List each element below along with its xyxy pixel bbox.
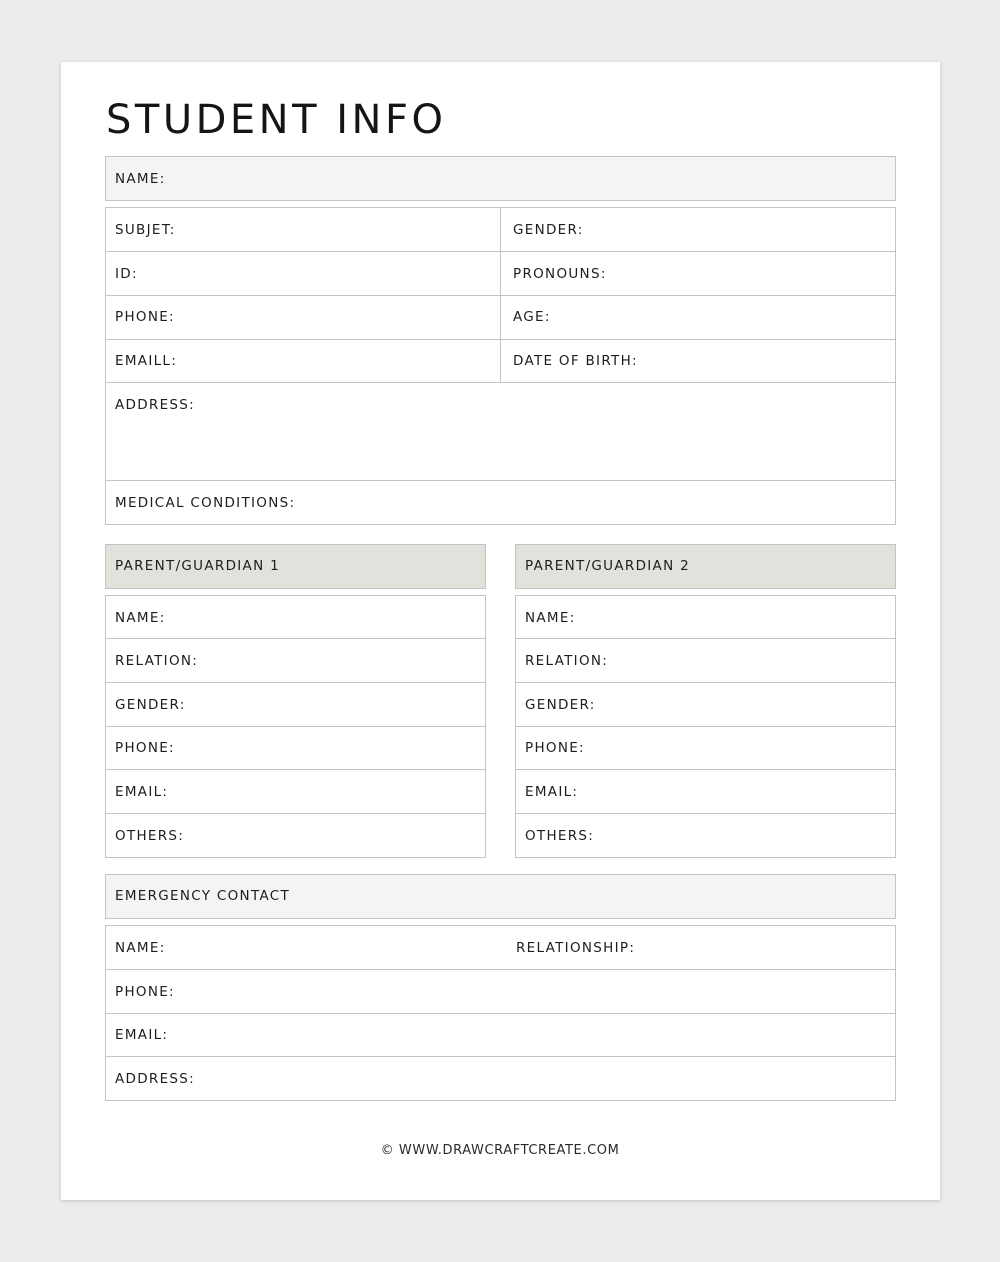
grid-divider bbox=[106, 813, 485, 814]
emergency-contact-title: EMERGENCY CONTACT bbox=[115, 888, 291, 904]
grid-divider bbox=[106, 726, 485, 727]
guardian-2-title: PARENT/GUARDIAN 2 bbox=[525, 558, 690, 574]
guardian-1-gender-label: GENDER: bbox=[115, 697, 186, 713]
guardian-2-gender-label: GENDER: bbox=[525, 697, 596, 713]
grid-divider bbox=[516, 769, 895, 770]
address-label: ADDRESS: bbox=[115, 397, 196, 413]
page-title: STUDENT INFO bbox=[106, 97, 447, 143]
grid-divider bbox=[106, 682, 485, 683]
footer-copyright: © WWW.DRAWCRAFTCREATE.COM bbox=[380, 1143, 620, 1158]
age-label: AGE: bbox=[513, 309, 551, 325]
id-label: ID: bbox=[115, 266, 138, 282]
guardian-2-phone-label: PHONE: bbox=[525, 740, 585, 756]
gender-label: GENDER: bbox=[513, 222, 584, 238]
guardian-1-relation-label: RELATION: bbox=[115, 653, 199, 669]
guardian-2-name-label: NAME: bbox=[525, 610, 576, 626]
grid-divider bbox=[106, 969, 895, 970]
student-name-label: NAME: bbox=[115, 171, 166, 187]
emergency-email-label: EMAIL: bbox=[115, 1027, 169, 1043]
guardian-1-name-label: NAME: bbox=[115, 610, 166, 626]
emergency-relationship-label: RELATIONSHIP: bbox=[516, 940, 636, 956]
guardian-1-email-label: EMAIL: bbox=[115, 784, 169, 800]
phone-label: PHONE: bbox=[115, 309, 175, 325]
grid-divider bbox=[516, 813, 895, 814]
emergency-address-label: ADDRESS: bbox=[115, 1071, 196, 1087]
grid-divider bbox=[106, 295, 895, 296]
date-of-birth-label: DATE OF BIRTH: bbox=[513, 353, 638, 369]
grid-divider bbox=[106, 339, 895, 340]
pronouns-label: PRONOUNS: bbox=[513, 266, 607, 282]
grid-divider bbox=[106, 1013, 895, 1014]
guardian-1-others-label: OTHERS: bbox=[115, 828, 185, 844]
guardian-2-email-label: EMAIL: bbox=[525, 784, 579, 800]
grid-divider bbox=[516, 638, 895, 639]
grid-divider bbox=[106, 1056, 895, 1057]
guardian-1-title: PARENT/GUARDIAN 1 bbox=[115, 558, 280, 574]
student-name-field[interactable] bbox=[105, 156, 896, 201]
grid-divider bbox=[516, 726, 895, 727]
guardian-2-relation-label: RELATION: bbox=[525, 653, 609, 669]
grid-divider bbox=[106, 382, 895, 383]
grid-divider bbox=[106, 251, 895, 252]
grid-divider bbox=[516, 682, 895, 683]
emergency-phone-label: PHONE: bbox=[115, 984, 175, 1000]
email-label: EMAILL: bbox=[115, 353, 178, 369]
grid-divider bbox=[106, 480, 895, 481]
subject-label: SUBJET: bbox=[115, 222, 176, 238]
grid-divider bbox=[106, 769, 485, 770]
guardian-2-others-label: OTHERS: bbox=[525, 828, 595, 844]
grid-divider bbox=[106, 638, 485, 639]
medical-conditions-label: MEDICAL CONDITIONS: bbox=[115, 495, 296, 511]
guardian-1-phone-label: PHONE: bbox=[115, 740, 175, 756]
emergency-name-label: NAME: bbox=[115, 940, 166, 956]
